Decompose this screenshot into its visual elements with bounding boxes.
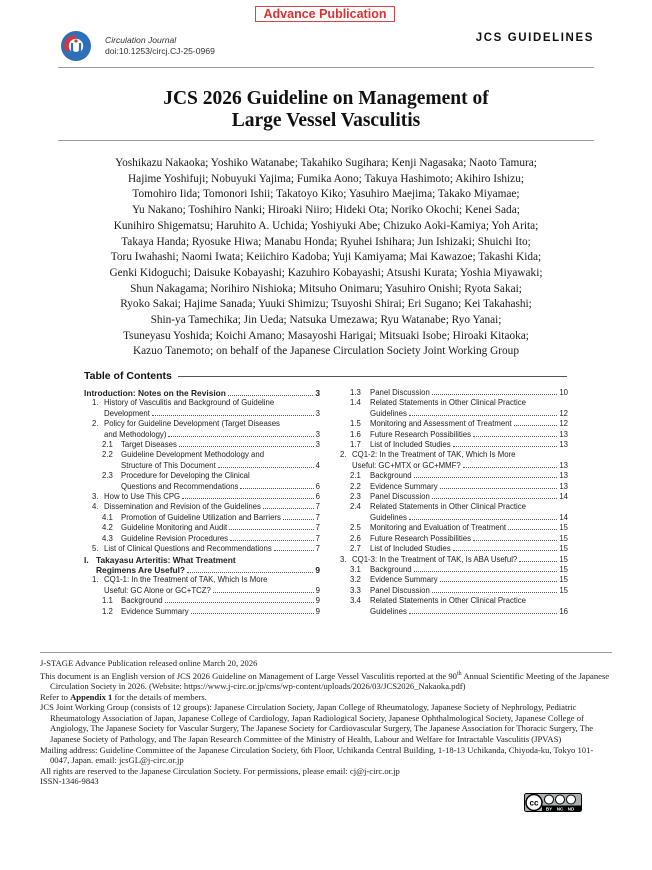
- author-line: Tsuneyasu Yoshida; Koichi Amano; Masayoshi Harigai; Mitsuaki Isobe; Hiroaki Kitaoka;: [123, 329, 529, 342]
- toc-entry[interactable]: [84, 513, 320, 523]
- toc-number: 1.5: [350, 419, 361, 429]
- toc-number: 1.6: [350, 429, 361, 439]
- toc-label: Monitoring and Assessment of Treatment: [370, 419, 512, 429]
- english-version-note-b: Annual Scientific Meeting of the Japanese Circulation Society in 2026. (Website: https://www.j-circ.or.jp/cms/wp-content/uploads/2026/03/JCS2026_Nakaoka.pdf): [50, 670, 610, 692]
- toc-label: CQ1-3: In the Treatment of TAK, Is ABA Useful?: [352, 554, 518, 564]
- toc-label: Takayasu Arteritis: What Treatment: [96, 554, 236, 565]
- toc-entry[interactable]: [84, 555, 320, 565]
- toc-number: 4.: [92, 502, 99, 512]
- toc-leader-dots: [432, 498, 558, 499]
- appendix-note-b: for the details of members.: [112, 691, 207, 702]
- toc-leader-dots: [240, 488, 313, 489]
- toc-label: Evidence Summary: [121, 606, 189, 616]
- toc-label: Future Research Possibilities: [370, 533, 471, 543]
- toc-label: Policy for Guideline Development (Target Diseases: [104, 419, 280, 429]
- cc-nd-label: ND: [567, 806, 575, 812]
- toc-entry[interactable]: [84, 492, 320, 502]
- toc-label: Guidelines: [370, 408, 407, 418]
- toc-number: 2.2: [102, 450, 113, 460]
- appendix-note-a: Refer to: [40, 691, 71, 702]
- toc-page-number: 7: [315, 544, 320, 554]
- toc-page-number: 15: [559, 533, 568, 543]
- author-line: Toru Iwahashi; Naomi Iwata; Keiichiro Kadoba; Yuji Kamiyama; Mai Kawazoe; Takashi Kida;: [110, 251, 542, 264]
- toc-leader-dots: [274, 550, 314, 551]
- english-version-note-a: This document is an English version of JCS 2026 Guideline on Management of Large Vessel Vasculitis reported at the 90: [40, 670, 457, 681]
- toc-entry[interactable]: [340, 596, 568, 606]
- toc-entry[interactable]: [340, 440, 568, 450]
- journal-doi: doi:10.1253/circj.CJ-25-0969: [105, 46, 215, 56]
- cc-license-badge: [524, 793, 582, 812]
- toc-page-number: 9: [315, 564, 320, 575]
- toc-label: Future Research Possibilities: [370, 429, 471, 439]
- toc-page-number: 9: [315, 606, 320, 616]
- toc-page-number: 15: [559, 554, 568, 564]
- author-line: Yoshikazu Nakaoka; Yoshiko Watanabe; Takahiko Sugihara; Kenji Nagasaka; Naoto Tamura;: [115, 157, 537, 169]
- title-line-1: JCS 2026 Guideline on Management of: [163, 88, 489, 109]
- release-note: J-STAGE Advance Publication released online March 20, 2026: [40, 658, 258, 668]
- toc-leader-dots: [432, 394, 558, 395]
- toc-entry[interactable]: [84, 440, 320, 450]
- toc-leader-dots: [182, 498, 314, 499]
- toc-number: 2.3: [102, 471, 113, 481]
- toc-leader-dots: [414, 571, 558, 572]
- toc-leader-dots: [440, 488, 558, 489]
- toc-number: I.: [84, 554, 89, 565]
- author-line: Shin-ya Tamechika; Jin Ueda; Natsuka Umezawa; Ryu Watanabe; Ryo Yanai;: [150, 314, 502, 327]
- author-line: Yu Nakano; Toshihiro Nanki; Hiroaki Niiro; Hideki Ota; Noriko Okochi; Kenei Sada;: [132, 204, 520, 217]
- toc-label: Related Statements in Other Clinical Practice: [370, 596, 527, 606]
- toc-page-number: 15: [559, 564, 568, 574]
- toc-leader-dots: [229, 529, 313, 530]
- journal-name: Circulation Journal: [105, 35, 177, 45]
- toc-page-number: 13: [559, 471, 568, 481]
- toc-leader-dots: [263, 508, 314, 509]
- section-tag: JCS GUIDELINES: [475, 32, 594, 44]
- toc-page-number: 7: [315, 533, 320, 543]
- toc-label: Evidence Summary: [370, 481, 438, 491]
- toc-leader-dots: [432, 592, 558, 593]
- toc-label: History of Vasculitis and Background of Guideline: [104, 398, 275, 408]
- toc-number: 2.5: [350, 523, 361, 533]
- toc-leader-dots: [409, 415, 557, 416]
- title-line-2: Large Vessel Vasculitis: [231, 110, 421, 131]
- toc-page-number: 6: [315, 481, 320, 491]
- toc-label: Target Diseases: [121, 440, 177, 450]
- toc-label: Background: [121, 596, 163, 606]
- advance-publication-badge: Advance Publication: [255, 6, 395, 22]
- toc-leader-dots: [187, 572, 313, 573]
- journal-info: [105, 35, 215, 57]
- toc-entry[interactable]: [340, 471, 568, 481]
- toc-entry[interactable]: [340, 409, 568, 419]
- toc-number: 2.7: [350, 544, 361, 554]
- toc-entry[interactable]: [84, 523, 320, 533]
- ordinal-suffix: th: [456, 670, 462, 677]
- toc-page-number: 15: [559, 544, 568, 554]
- toc-page-number: 3: [315, 388, 320, 398]
- toc-leader-dots: [283, 519, 314, 520]
- appendix-link[interactable]: Appendix 1: [70, 691, 113, 702]
- toc-label: CQ1-1: In the Treatment of TAK, Which Is More: [104, 575, 268, 585]
- toc-entry[interactable]: [340, 565, 568, 575]
- toc-page-number: 16: [559, 606, 568, 616]
- toc-entry[interactable]: [84, 398, 320, 408]
- toc-number: 4.2: [102, 523, 113, 533]
- toc-number: 1.2: [102, 606, 113, 616]
- toc-number: 4.1: [102, 512, 113, 522]
- cc-nc-label: NC: [556, 806, 564, 812]
- toc-number: 3.1: [350, 564, 361, 574]
- toc-entry[interactable]: [340, 607, 568, 617]
- toc-leader-dots: [473, 436, 557, 437]
- toc-heading: Table of Contents: [84, 370, 172, 382]
- toc-entry[interactable]: [84, 461, 320, 471]
- toc-page-number: 12: [559, 408, 568, 418]
- toc-number: 1.: [92, 575, 99, 585]
- toc-leader-dots: [453, 550, 558, 551]
- toc-page-number: 12: [559, 419, 568, 429]
- toc-entry[interactable]: [84, 544, 320, 554]
- toc-page-number: 13: [559, 429, 568, 439]
- author-line: Tomohiro Iida; Tomonori Ishii; Takatoyo Kiko; Yasuhiro Maejima; Takako Miyamae;: [132, 188, 520, 201]
- toc-number: 3.4: [350, 596, 361, 606]
- toc-page-number: 10: [559, 388, 568, 397]
- toc-label: Useful: GC+MTX or GC+MMF?: [352, 460, 461, 470]
- toc-entry[interactable]: [340, 513, 568, 523]
- toc-entry[interactable]: [340, 450, 568, 460]
- toc-number: 1.4: [350, 398, 361, 408]
- toc-page-number: 13: [559, 481, 568, 491]
- toc-leader-dots: [519, 561, 557, 562]
- author-line: Ryoko Sakai; Hajime Sanada; Yuuki Shimizu; Tsuyoshi Shirai; Eri Sugano; Kei Takahashi;: [120, 298, 532, 311]
- toc-page-number: 13: [559, 460, 568, 470]
- toc-leader-dots: [409, 613, 557, 614]
- toc-label: How to Use This CPG: [104, 492, 181, 502]
- toc-entry[interactable]: [340, 388, 568, 398]
- toc-label: Background: [370, 564, 412, 574]
- issn: ISSN-1346-9843: [40, 776, 99, 787]
- author-line: Hajime Yoshifuji; Nobuyuki Yajima; Fumika Aono; Takuya Hashimoto; Akihiro Ishizu;: [128, 172, 524, 185]
- author-line: Takaya Handa; Ryosuke Hiwa; Manabu Honda; Ryuhei Ishihara; Jun Ishizaki; Shuichi Ito;: [121, 235, 531, 248]
- toc-number: 2.4: [350, 502, 361, 512]
- toc-label: Guidelines: [370, 606, 407, 616]
- toc-label: Background: [370, 471, 412, 481]
- toc-entry[interactable]: [340, 534, 568, 544]
- toc-label: Guideline Revision Procedures: [121, 533, 229, 543]
- toc-page-number: 7: [315, 502, 320, 512]
- toc-label: Panel Discussion: [370, 585, 430, 595]
- toc-number: 2.2: [350, 481, 361, 491]
- rights-note: All rights are reserved to the Japanese Circulation Society. For permissions, please email: cj@j-circ.or.jp: [40, 765, 400, 776]
- toc-label: Questions and Recommendations: [121, 481, 239, 491]
- toc-label: Development: [104, 408, 150, 418]
- toc-label: List of Included Studies: [370, 544, 451, 554]
- appendix-note: [40, 692, 612, 703]
- mailing-address: Mailing address: Guideline Committee of the Japanese Circulation Society, 6th Floor, Uchikanda Central Building, 1-18-13 Uchikanda, Chiyoda-ku, Tokyo 101-0047, Japan. email: jcsGL@j-circ.or.jp: [40, 744, 594, 766]
- toc-page-number: 6: [315, 492, 320, 502]
- toc-entry[interactable]: [340, 461, 568, 471]
- toc-leader-dots: [414, 477, 558, 478]
- toc-entry[interactable]: [84, 607, 320, 617]
- toc-label: Related Statements in Other Clinical Practice: [370, 398, 527, 408]
- toc-page-number: 15: [559, 523, 568, 533]
- cc-by-label: BY: [545, 806, 553, 812]
- working-group-note: JCS Joint Working Group (consists of 12 groups): Japanese Circulation Society, Japan College of Rheumatology, Japanese Society of Nephrology, Pediatric Rheumatology Association of Japan, Japanese College of Cardiology, Japan Radiological Society, Japanese Ophthalmological Society, Japanese College of Angiology, The Japanese Society for Vascular Surgery, The Japanese Society for Cardiovascular Surgery, The Japanese Association for Thoracic Surgery, The Japanese Society of Pathology, and The Japan Research Committee of the Ministry of Health, Labour and Welfare for Intractable Vasculitis (JPVAS): [40, 702, 594, 745]
- toc-number: 2.1: [350, 471, 361, 481]
- toc-entry[interactable]: [84, 565, 320, 575]
- cc-label: cc: [529, 798, 539, 808]
- toc-entry[interactable]: [84, 419, 320, 429]
- toc-page-number: 14: [559, 492, 568, 502]
- toc-label: Useful: GC Alone or GC+TCZ?: [104, 585, 211, 595]
- toc-entry[interactable]: [340, 430, 568, 440]
- toc-number: 1.1: [102, 596, 113, 606]
- toc-number: 3.: [340, 554, 347, 564]
- toc-number: 3.2: [350, 575, 361, 585]
- toc-entry[interactable]: [340, 544, 568, 554]
- toc-number: 1.3: [350, 388, 361, 397]
- toc-label: Guideline Monitoring and Audit: [121, 523, 228, 533]
- toc-label: Panel Discussion: [370, 492, 430, 502]
- toc-leader-dots: [179, 446, 314, 447]
- page-title: [58, 88, 594, 132]
- toc-entry[interactable]: [84, 586, 320, 596]
- english-version-note: [40, 669, 612, 692]
- toc-entry[interactable]: [340, 586, 568, 596]
- toc-entry[interactable]: [84, 575, 320, 585]
- toc-number: 3.3: [350, 585, 361, 595]
- toc-number: 3.: [92, 492, 99, 502]
- toc-page-number: 15: [559, 575, 568, 585]
- toc-entry[interactable]: [84, 471, 320, 481]
- author-list: [70, 156, 582, 360]
- toc-label: Regimens Are Useful?: [96, 564, 186, 575]
- toc-leader-dots: [463, 467, 558, 468]
- toc-number: 2.3: [350, 492, 361, 502]
- title-rule: [58, 140, 594, 141]
- toc-entry[interactable]: [340, 502, 568, 512]
- footer-rule: [40, 652, 612, 653]
- toc-leader-dots: [514, 425, 558, 426]
- toc-entry[interactable]: [340, 398, 568, 408]
- toc-page-number: 3: [315, 429, 320, 439]
- toc-leader-dots: [409, 519, 557, 520]
- toc-page-number: 3: [315, 408, 320, 418]
- toc-number: 1.: [92, 398, 99, 408]
- toc-page-number: 9: [315, 585, 320, 595]
- toc-leader-dots: [228, 395, 313, 396]
- toc-label: Dissemination and Revision of the Guidelines: [104, 502, 261, 512]
- toc-page-number: 7: [315, 523, 320, 533]
- author-line: Kazuo Tanemoto; on behalf of the Japanese Circulation Society Joint Working Group: [133, 345, 519, 358]
- toc-page-number: 15: [559, 585, 568, 595]
- toc-entry[interactable]: [84, 430, 320, 440]
- toc-label: Monitoring and Evaluation of Treatment: [370, 523, 507, 533]
- toc-label: List of Clinical Questions and Recommendations: [104, 544, 272, 554]
- toc-entry[interactable]: [84, 596, 320, 606]
- toc-heading-rule: [178, 376, 567, 377]
- toc-leader-dots: [473, 540, 557, 541]
- toc-left-column: [84, 388, 320, 617]
- author-line: Shun Nakagama; Norihiro Nishioka; Mitsuho Onimaru; Yasuhiro Onishi; Ryota Sakai;: [130, 282, 522, 295]
- toc-label: Evidence Summary: [370, 575, 438, 585]
- toc-label: Guidelines: [370, 512, 407, 522]
- toc-entry[interactable]: [84, 450, 320, 460]
- header-rule: [58, 67, 594, 68]
- toc-number: 2.: [92, 419, 99, 429]
- toc-page-number: 14: [559, 512, 568, 522]
- toc-label: Guideline Development Methodology and: [121, 450, 265, 460]
- author-line: Genki Kidoguchi; Daisuke Kobayashi; Kazuhiro Kobayashi; Atsushi Kurata; Yoshia Miyawaki;: [109, 266, 543, 279]
- toc-entry[interactable]: [340, 575, 568, 585]
- toc-leader-dots: [152, 415, 314, 416]
- toc-label: and Methodology): [104, 429, 167, 439]
- toc-entry[interactable]: [340, 482, 568, 492]
- author-line: Kunihiro Shigematsu; Haruhito A. Uchida; Yoshiyuki Abe; Chizuko Aoki-Kamiya; Yoh Arita;: [113, 219, 539, 232]
- toc-entry[interactable]: [84, 534, 320, 544]
- toc-label: Panel Discussion: [370, 388, 430, 397]
- toc-entry[interactable]: [340, 555, 568, 565]
- toc-number: 2.1: [102, 440, 113, 450]
- toc-label: Structure of This Document: [121, 460, 216, 470]
- toc-entry[interactable]: [84, 482, 320, 492]
- toc-label: Procedure for Developing the Clinical: [121, 471, 250, 481]
- toc-page-number: 3: [315, 440, 320, 450]
- toc-entry[interactable]: [340, 492, 568, 502]
- toc-number: 2.6: [350, 533, 361, 543]
- toc-leader-dots: [191, 613, 314, 614]
- toc-number: 2.: [340, 450, 347, 460]
- toc-leader-dots: [168, 436, 313, 437]
- toc-number: 1.7: [350, 440, 361, 450]
- journal-logo: [60, 30, 92, 62]
- toc-entry[interactable]: [340, 523, 568, 533]
- toc-leader-dots: [453, 446, 558, 447]
- toc-label: CQ1-2: In the Treatment of TAK, Which Is More: [352, 450, 516, 460]
- toc-page-number: 9: [315, 596, 320, 606]
- toc-label: Related Statements in Other Clinical Practice: [370, 502, 527, 512]
- toc-entry[interactable]: [84, 502, 320, 512]
- toc-label: Promotion of Guideline Utilization and Barriers: [121, 512, 281, 522]
- toc-number: 4.3: [102, 533, 113, 543]
- toc-label: List of Included Studies: [370, 440, 451, 450]
- toc-label: Introduction: Notes on the Revision: [84, 388, 226, 398]
- toc-leader-dots: [440, 581, 558, 582]
- footer-notes: [40, 658, 612, 787]
- toc-page-number: 13: [559, 440, 568, 450]
- toc-entry[interactable]: [84, 388, 320, 398]
- toc-page-number: 4: [315, 460, 320, 470]
- toc-entry[interactable]: [84, 409, 320, 419]
- toc-leader-dots: [230, 540, 314, 541]
- toc-entry[interactable]: [340, 419, 568, 429]
- toc-number: 5.: [92, 544, 99, 554]
- toc-right-column: [340, 388, 568, 617]
- toc-leader-dots: [218, 467, 314, 468]
- toc-leader-dots: [213, 592, 314, 593]
- toc-page-number: 7: [315, 512, 320, 522]
- toc-leader-dots: [508, 529, 557, 530]
- toc-leader-dots: [165, 602, 314, 603]
